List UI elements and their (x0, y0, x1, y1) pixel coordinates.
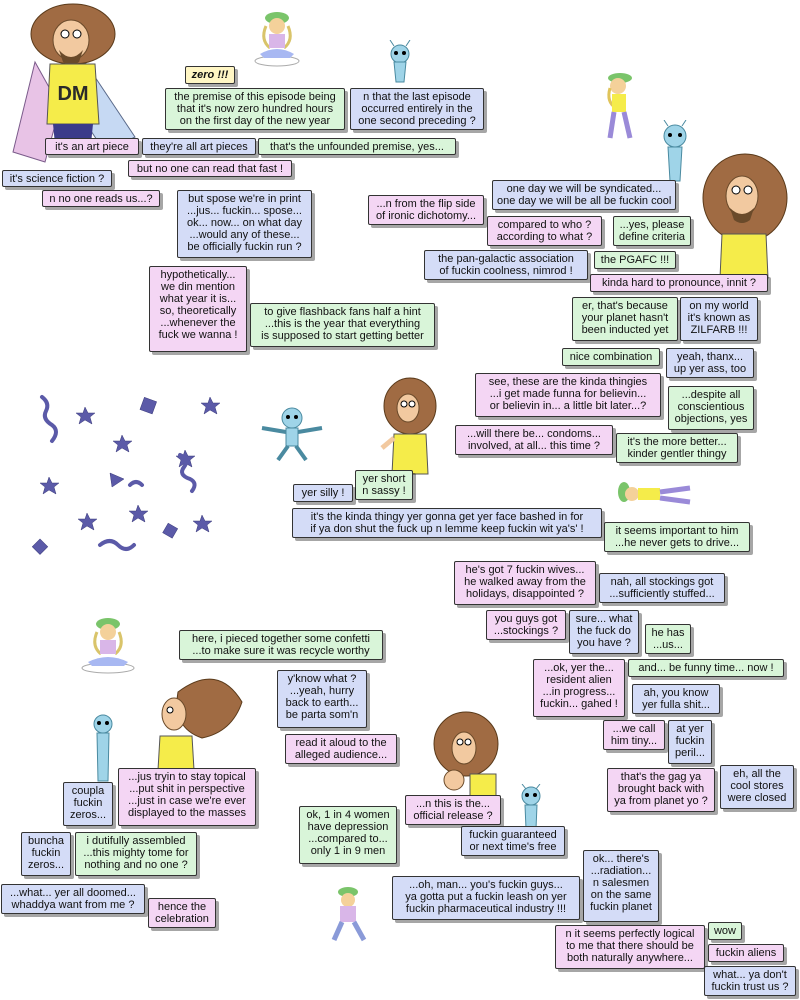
speech-bubble: it's an art piece (45, 138, 139, 155)
speech-bubble: hypothetically... we din mention what year it is... so, theoretically ...whenever the fuck we wanna ! (149, 266, 247, 352)
cap-kid-meditating-top (252, 6, 302, 68)
speech-bubble: see, these are the kinda thingies ...i get made funna for believin... or believin in... a little bit later...? (475, 373, 661, 417)
speech-bubble: hence the celebration (148, 898, 216, 928)
speech-bubble: one day we will be syndicated... one day we will be all be fuckin cool (492, 180, 676, 210)
hairy-guy-windblown (148, 672, 244, 772)
speech-bubble: he has ...us... (645, 624, 691, 654)
speech-bubble: buncha fuckin zeros... (21, 832, 71, 876)
speech-bubble: ok... there's ...radiation... n salesmen on the same fuckin planet (583, 850, 659, 922)
speech-bubble: you guys got ...stockings ? (486, 610, 566, 640)
speech-bubble: eh, all the cool stores were closed (720, 765, 794, 809)
cap-kid-meditating-bottom (78, 614, 138, 674)
speech-bubble: n it seems perfectly logical to me that there should be both naturally anywhere... (555, 925, 705, 969)
speech-bubble: zero !!! (185, 66, 235, 84)
speech-bubble: sure... what the fuck do you have ? (569, 610, 639, 654)
speech-bubble: n that the last episode occurred entirely in the one second preceding ? (350, 88, 484, 130)
speech-bubble: the premise of this episode being that it's now zero hundred hours on the first day of the new year (165, 88, 345, 130)
speech-bubble: n no one reads us...? (42, 190, 160, 207)
speech-bubble: it's the kinda thingy yer gonna get yer face bashed in for if ya don shut the fuck up n lemme keep fuckin wit ya's' ! (292, 508, 602, 538)
speech-bubble: what... ya don't fuckin trust us ? (704, 966, 796, 996)
speech-bubble: on my world it's known as ZILFARB !!! (680, 297, 758, 341)
speech-bubble: they're all art pieces (142, 138, 256, 155)
speech-bubble: ...will there be... condoms... involved, at all... this time ? (455, 425, 613, 455)
hairy-guy-holding-alien (430, 710, 500, 800)
speech-bubble: at yer fuckin peril... (668, 720, 712, 764)
speech-bubble: wow (708, 922, 742, 940)
speech-bubble: compared to who ? according to what ? (487, 216, 602, 246)
speech-bubble: ...despite all conscientious objections, yes (668, 386, 754, 430)
speech-bubble: ...oh, man... you's fuckin guys... ya gotta put a fuckin leash on yer fuckin pharmaceutical industry !!! (392, 876, 580, 920)
speech-bubble: nice combination (562, 348, 660, 366)
speech-bubble: kinda hard to pronounce, innit ? (590, 274, 768, 292)
speech-bubble: ah, you know yer fulla shit... (632, 684, 720, 714)
speech-bubble: here, i pieced together some confetti ...to make sure it was recycle worthy (179, 630, 383, 660)
speech-bubble: fuckin aliens (708, 944, 784, 962)
speech-bubble: but no one can read that fast ! (128, 160, 292, 177)
confetti-pile (30, 385, 220, 575)
speech-bubble: and... be funny time... now ! (628, 659, 784, 677)
speech-bubble: fuckin guaranteed or next time's free (461, 826, 565, 856)
blue-alien-standing (88, 712, 118, 784)
speech-bubble: read it aloud to the alleged audience... (285, 734, 397, 764)
speech-bubble: ...what... yer all doomed... whaddya want from me ? (1, 884, 145, 914)
speech-bubble: it seems important to him ...he never gets to drive... (604, 522, 750, 552)
blue-alien-small (516, 784, 546, 832)
speech-bubble: ...n this is the... official release ? (405, 795, 501, 825)
speech-bubble: he's got 7 fuckin wives... he walked away from the holidays, disappointed ? (454, 561, 596, 605)
speech-bubble: y'know what ? ...yeah, hurry back to earth... be parta som'n (277, 670, 367, 728)
speech-bubble: ok, 1 in 4 women have depression ...compared to... only 1 in 9 men (299, 806, 397, 864)
speech-bubble: to give flashback fans half a hint ...this is the year that everything is supposed to start getting better (250, 303, 435, 347)
speech-bubble: it's science fiction ? (2, 170, 112, 187)
blue-alien-top (380, 40, 420, 90)
speech-bubble: that's the unfounded premise, yes... (258, 138, 456, 155)
speech-bubble: yer short n sassy ! (355, 470, 413, 500)
speech-bubble: it's the more better... kinder gentler thingy (616, 433, 738, 463)
speech-bubble: yeah, thanx... up yer ass, too (666, 348, 754, 378)
speech-bubble: but spose we're in print ...jus... fuckin... spose... ok... now... on what day ...would any of these... be officially fuckin run ? (177, 190, 312, 258)
speech-bubble: yer silly ! (293, 484, 353, 502)
speech-bubble: nah, all stockings got ...sufficiently stuffed... (599, 573, 725, 603)
speech-bubble: ...jus tryin to stay topical ...put shit in perspective ...just in case we're ever displayed to the masses (118, 768, 256, 826)
speech-bubble: er, that's because your planet hasn't been inducted yet (572, 297, 678, 341)
cap-kid-floating (598, 68, 640, 152)
speech-bubble: ...yes, please define criteria (613, 216, 691, 246)
hairy-guy-pointing (380, 376, 440, 476)
cap-kid-lying (612, 480, 702, 510)
hairy-guy-right (700, 150, 790, 280)
speech-bubble: ...we call him tiny... (603, 720, 665, 750)
speech-bubble: ...ok, yer the... resident alien ...in progress... fuckin... gahed ! (533, 659, 625, 717)
speech-bubble: coupla fuckin zeros... (63, 782, 113, 826)
speech-bubble: the pan-galactic association of fuckin coolness, nimrod ! (424, 250, 588, 280)
speech-bubble: that's the gag ya brought back with ya from planet yo ? (607, 768, 715, 812)
speech-bubble: the PGAFC !!! (594, 251, 676, 269)
svg-text:DM: DM (57, 83, 89, 105)
cap-kid-running (322, 884, 370, 946)
speech-bubble: i dutifully assembled ...this mighty tome for nothing and no one ? (75, 832, 197, 876)
blue-alien-cartwheel (258, 404, 328, 464)
speech-bubble: ...n from the flip side of ironic dichotomy... (368, 195, 484, 225)
